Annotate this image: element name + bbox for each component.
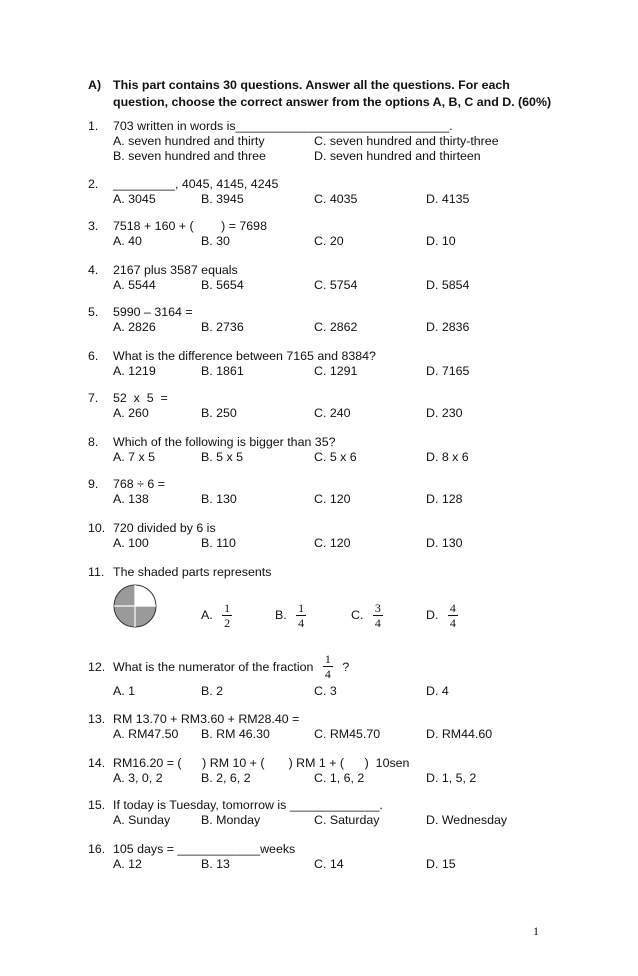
- question-number: 9.: [88, 477, 99, 491]
- option-d[interactable]: D. 128: [426, 492, 463, 506]
- option-b[interactable]: B. 30: [201, 234, 230, 248]
- option-c[interactable]: C. 120: [314, 536, 351, 550]
- option-d[interactable]: D. 5854: [426, 278, 470, 292]
- question-12: [88, 652, 488, 702]
- shaded-circle-figure: [112, 583, 158, 629]
- question-stem: RM16.20 = ( ) RM 10 + ( ) RM 1 + ( ) 10sen: [113, 756, 410, 770]
- option-a[interactable]: A. 7 x 5: [113, 450, 156, 464]
- option-d[interactable]: D. 7165: [426, 364, 470, 378]
- option-a[interactable]: A. Sunday: [113, 813, 171, 827]
- option-c[interactable]: [351, 601, 383, 630]
- question-stem: 703 written in words is_______________________________.: [113, 119, 453, 133]
- fraction-denominator: 4: [449, 616, 456, 630]
- option-c[interactable]: C. 5754: [314, 278, 358, 292]
- option-b[interactable]: B. 3945: [201, 192, 244, 206]
- option-a[interactable]: A. seven hundred and thirty: [113, 134, 265, 148]
- option-b[interactable]: B. 1861: [201, 364, 244, 378]
- option-a[interactable]: A. 5544: [113, 278, 156, 292]
- option-b[interactable]: B. Monday: [201, 813, 261, 827]
- fraction-denominator: 2: [224, 616, 231, 630]
- fraction-denominator: 4: [324, 667, 331, 681]
- page-number: 1: [533, 924, 539, 938]
- option-letter: A.: [201, 607, 213, 622]
- fraction-numerator: 1: [298, 601, 305, 615]
- question-stem: Which of the following is bigger than 35?: [113, 435, 336, 449]
- option-d[interactable]: D. 130: [426, 536, 463, 550]
- option-d[interactable]: D. 15: [426, 857, 456, 871]
- option-c[interactable]: C. seven hundred and thirty-three: [314, 134, 499, 148]
- question-number: 14.: [88, 756, 106, 770]
- question-number: 4.: [88, 263, 99, 277]
- option-letter: C.: [351, 607, 364, 622]
- option-a[interactable]: A. 40: [113, 234, 142, 248]
- option-a[interactable]: A. 3045: [113, 192, 156, 206]
- option-c[interactable]: C. Saturday: [314, 813, 380, 827]
- option-d[interactable]: [426, 601, 458, 630]
- option-d[interactable]: D. 8 x 6: [426, 450, 469, 464]
- question-stem: 720 divided by 6 is: [113, 521, 216, 535]
- question-11: [88, 565, 488, 645]
- option-c[interactable]: C. 2862: [314, 320, 358, 334]
- fraction-numerator: 1: [324, 652, 331, 666]
- fraction: [222, 601, 232, 630]
- question-stem: _________, 4045, 4145, 4245: [113, 177, 279, 191]
- option-d[interactable]: D. seven hundred and thirteen: [314, 149, 481, 163]
- question-stem: 2167 plus 3587 equals: [113, 263, 238, 277]
- option-b[interactable]: B. RM 46.30: [201, 727, 270, 741]
- fraction-denominator: 4: [374, 616, 381, 630]
- option-b[interactable]: B. 5 x 5: [201, 450, 244, 464]
- option-a[interactable]: A. RM47.50: [113, 727, 179, 741]
- option-a[interactable]: A. 1219: [113, 364, 156, 378]
- option-letter: D.: [426, 607, 439, 622]
- question-stem: RM 13.70 + RM3.60 + RM28.40 =: [113, 712, 300, 726]
- option-b[interactable]: B. 130: [201, 492, 237, 506]
- question-number: 1.: [88, 119, 99, 133]
- option-d[interactable]: D. RM44.60: [426, 727, 493, 741]
- option-d[interactable]: D. 4135: [426, 192, 470, 206]
- question-number: 12.: [88, 660, 106, 674]
- option-c[interactable]: C. 1, 6, 2: [314, 771, 365, 785]
- fraction-numerator: 3: [374, 601, 381, 615]
- question-stem: If today is Tuesday, tomorrow is _____________.: [113, 798, 383, 812]
- question-number: 15.: [88, 798, 106, 812]
- fraction: [448, 601, 458, 630]
- option-a[interactable]: A. 1: [113, 684, 136, 698]
- option-c[interactable]: C. 4035: [314, 192, 358, 206]
- fraction: [323, 652, 333, 681]
- question-stem-text: What is the numerator of the fraction: [113, 659, 314, 674]
- question-stem: What is the difference between 7165 and 8384?: [113, 349, 376, 363]
- fraction: [373, 601, 383, 630]
- question-stem: 7518 + 160 + ( ) = 7698: [113, 219, 267, 233]
- option-b[interactable]: B. 2736: [201, 320, 244, 334]
- option-d[interactable]: D. 2836: [426, 320, 470, 334]
- option-c[interactable]: C. 1291: [314, 364, 358, 378]
- question-number: 2.: [88, 177, 99, 191]
- question-number: 7.: [88, 391, 99, 405]
- option-letter: B.: [275, 607, 287, 622]
- option-c[interactable]: C. RM45.70: [314, 727, 381, 741]
- fraction-numerator: 4: [449, 601, 456, 615]
- option-a[interactable]: A. 2826: [113, 320, 156, 334]
- option-b[interactable]: B. 250: [201, 406, 237, 420]
- option-d[interactable]: D. 1, 5, 2: [426, 771, 477, 785]
- question-number: 8.: [88, 435, 99, 449]
- fraction-numerator: 1: [224, 601, 231, 615]
- question-mark: ?: [342, 659, 350, 674]
- question-number: 13.: [88, 712, 106, 726]
- option-c[interactable]: C. 5 x 6: [314, 450, 357, 464]
- option-d[interactable]: D. Wednesday: [426, 813, 508, 827]
- fraction-denominator: 4: [298, 616, 305, 630]
- fraction: [296, 601, 306, 630]
- option-b[interactable]: B. 13: [201, 857, 230, 871]
- question-number: 3.: [88, 219, 99, 233]
- question-stem: 5990 – 3164 =: [113, 305, 193, 319]
- option-b[interactable]: B. 2, 6, 2: [201, 771, 251, 785]
- option-a[interactable]: A. 3, 0, 2: [113, 771, 163, 785]
- option-a[interactable]: A. 12: [113, 857, 142, 871]
- option-c[interactable]: C. 120: [314, 492, 351, 506]
- option-d[interactable]: D. 230: [426, 406, 463, 420]
- option-d[interactable]: D. 10: [426, 234, 456, 248]
- question-stem: 52 x 5 =: [113, 391, 168, 405]
- option-b[interactable]: B. seven hundred and three: [113, 149, 266, 163]
- section-tag: A): [88, 78, 102, 92]
- option-b[interactable]: B. 110: [201, 536, 236, 550]
- option-c[interactable]: C. 240: [314, 406, 351, 420]
- question-stem: [113, 652, 349, 681]
- question-number: 16.: [88, 842, 106, 856]
- option-b[interactable]: B. 5654: [201, 278, 244, 292]
- option-a[interactable]: A. 260: [113, 406, 149, 420]
- option-b[interactable]: [275, 601, 306, 630]
- option-c[interactable]: C. 20: [314, 234, 344, 248]
- question-number: 11.: [88, 565, 105, 579]
- question-stem: 105 days = ____________weeks: [113, 842, 296, 856]
- question-number: 5.: [88, 305, 99, 319]
- option-c[interactable]: C. 14: [314, 857, 344, 871]
- instructions-line-2: question, choose the correct answer from the options A, B, C and D. (60%): [113, 95, 552, 109]
- option-a[interactable]: A. 100: [113, 536, 149, 550]
- option-a[interactable]: A. 138: [113, 492, 149, 506]
- option-b[interactable]: B. 2: [201, 684, 224, 698]
- option-d[interactable]: D. 4: [426, 684, 449, 698]
- question-stem: 768 ÷ 6 =: [113, 477, 165, 491]
- question-stem: The shaded parts represents: [113, 565, 272, 579]
- instructions-line-1: This part contains 30 questions. Answer all the questions. For each: [113, 78, 510, 92]
- option-a[interactable]: [201, 601, 232, 630]
- option-c[interactable]: C. 3: [314, 684, 337, 698]
- question-number: 10.: [88, 521, 106, 535]
- question-number: 6.: [88, 349, 99, 363]
